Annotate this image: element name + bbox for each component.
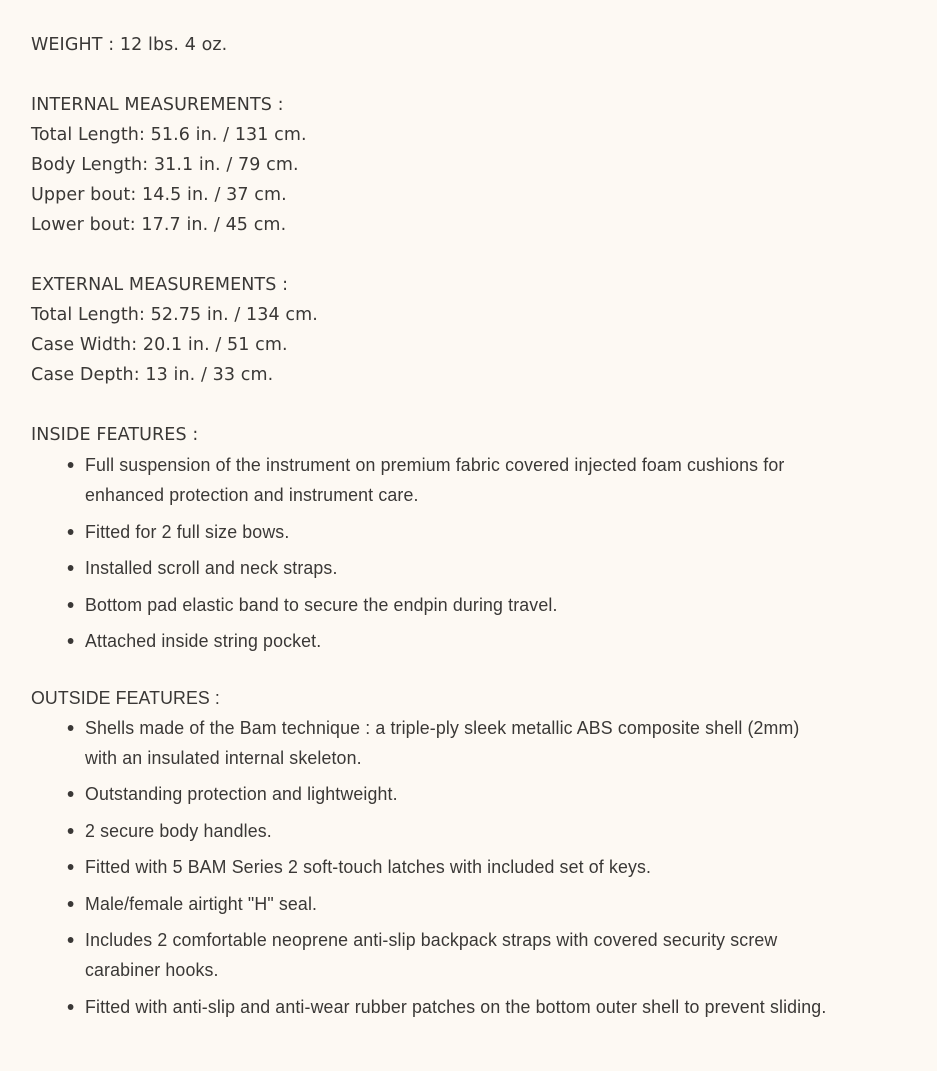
internal-measurements-section (31, 90, 937, 240)
outside-features-list (31, 713, 865, 1022)
list-item (85, 992, 834, 1022)
feature-text: Shells made of the Bam technique : a triple-ply sleek metallic ABS composite shell (2mm) with an insulated internal skeleton. (85, 716, 800, 768)
feature-text: Male/female airtight "H" seal. (85, 892, 318, 914)
spacer (31, 663, 937, 683)
bullet-icon (68, 828, 74, 834)
bullet-icon (68, 602, 74, 608)
list-item (85, 517, 834, 547)
list-item (85, 713, 834, 773)
feature-text: Includes 2 comfortable neoprene anti-slip backpack straps with covered security screw carabiner hooks. (85, 929, 778, 980)
list-item (85, 626, 834, 656)
bullet-icon (68, 937, 74, 943)
external-measurements-heading: EXTERNAL MEASUREMENTS : (31, 275, 289, 295)
spacer (31, 60, 937, 90)
list-item (85, 889, 834, 919)
bullet-icon (68, 864, 74, 870)
feature-text: Fitted with 5 BAM Series 2 soft-touch latches with included set of keys. (85, 856, 652, 877)
internal-measurements-heading: INTERNAL MEASUREMENTS : (31, 95, 284, 115)
list-item (85, 779, 834, 809)
list-item (85, 852, 834, 882)
list-item (85, 590, 834, 620)
bullet-icon (68, 638, 74, 644)
feature-text: 2 secure body handles. (85, 819, 272, 841)
outside-features-heading: OUTSIDE FEATURES : (31, 686, 220, 708)
bullet-icon (68, 725, 74, 731)
feature-text: Fitted for 2 full size bows. (85, 520, 290, 542)
bullet-icon (68, 462, 74, 468)
inside-features-heading: INSIDE FEATURES : (31, 425, 199, 445)
list-item (85, 450, 834, 510)
internal-measurement-row: Total Length: 51.6 in. / 131 cm. (31, 125, 307, 145)
bullet-icon (68, 565, 74, 571)
feature-text: Fitted with anti-slip and anti-wear rubber patches on the bottom outer shell to prevent sliding. (85, 995, 827, 1017)
external-measurement-row: Case Width: 20.1 in. / 51 cm. (31, 335, 288, 355)
internal-measurement-row: Lower bout: 17.7 in. / 45 cm. (31, 215, 287, 235)
feature-text: Full suspension of the instrument on premium fabric covered injected foam cushions for enhanced protection and instrument care. (85, 454, 785, 505)
bullet-icon (68, 1004, 74, 1010)
list-item (85, 925, 834, 985)
internal-measurement-row: Body Length: 31.1 in. / 79 cm. (31, 155, 299, 175)
bullet-icon (68, 791, 74, 797)
inside-features-section (31, 420, 937, 656)
external-measurement-row: Total Length: 52.75 in. / 134 cm. (31, 305, 318, 325)
inside-features-list (31, 450, 865, 656)
feature-text: Bottom pad elastic band to secure the endpin during travel. (85, 593, 558, 615)
feature-text: Attached inside string pocket. (85, 630, 322, 651)
list-item (85, 816, 834, 846)
bullet-icon (68, 901, 74, 907)
weight-spec: WEIGHT : 12 lbs. 4 oz. (31, 35, 228, 55)
spacer (31, 240, 937, 270)
spacer (31, 390, 937, 420)
bullet-icon (68, 529, 74, 535)
external-measurements-section (31, 270, 937, 390)
internal-measurement-row: Upper bout: 14.5 in. / 37 cm. (31, 185, 287, 205)
list-item (85, 553, 834, 583)
feature-text: Outstanding protection and lightweight. (85, 783, 398, 804)
external-measurement-row: Case Depth: 13 in. / 33 cm. (31, 365, 274, 385)
feature-text: Installed scroll and neck straps. (85, 557, 338, 578)
outside-features-section (31, 683, 937, 1022)
